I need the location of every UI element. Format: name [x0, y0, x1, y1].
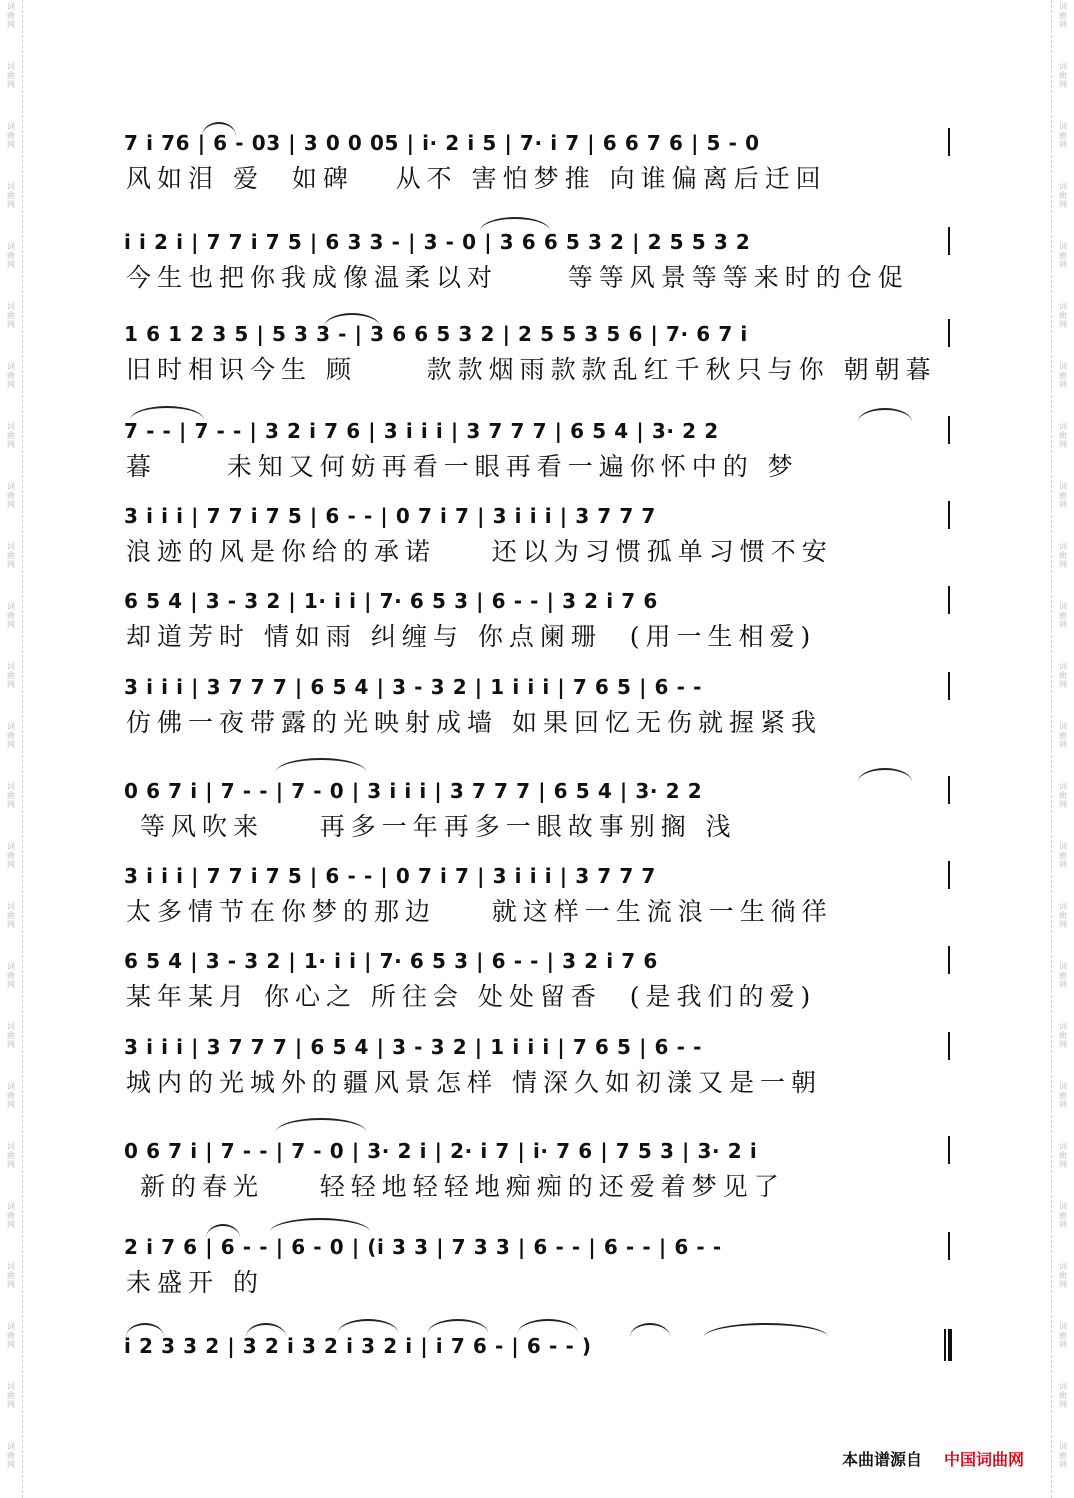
watermark-text: 词 曲 网: [1059, 2, 1067, 29]
watermark-text: 词 曲 网: [1059, 422, 1067, 449]
notation-line: 6 5 4 | 3 - 3 2 | 1· i i | 7· 6 5 3 | 6 - - | 3 2 i 7 6: [124, 589, 658, 613]
watermark-text: 词 曲 网: [1059, 122, 1067, 149]
lyrics-line: 某年某月 你心之 所往会 处处留香 (是我们的爱): [126, 982, 817, 1011]
lyrics-line: 城内的光城外的疆风景怎样 情深久如初漾又是一朝: [126, 1068, 822, 1097]
watermark-text: 词 曲 网: [1059, 722, 1067, 749]
tie-mark: [480, 217, 550, 231]
lyrics-line: 今生也把你我成像温柔以对 等等风景等等来时的仓促: [126, 263, 909, 292]
triplet-bracket: [428, 1319, 488, 1333]
left-watermark-strip: [0, 0, 23, 1498]
triplet-bracket: [518, 1319, 578, 1333]
notation-line: 6 5 4 | 3 - 3 2 | 1· i i | 7· 6 5 3 | 6 - - | 3 2 i 7 6: [124, 949, 658, 973]
watermark-text: 词 曲 网: [1059, 182, 1067, 209]
notation-line: i i 2 i | 7 7 i 7 5 | 6 3 3 - | 3 - 0 | 3 6 6 5 3 2 | 2 5 5 3 2: [124, 230, 751, 254]
watermark-text: 词 曲 网: [7, 902, 15, 929]
system-end-barline: [948, 586, 950, 614]
system-end-barline: [948, 128, 950, 156]
lyrics-line: 浪迹的风是你给的承诺 还以为习惯孤单习惯不安: [126, 537, 833, 566]
watermark-text: 词 曲 网: [1059, 662, 1067, 689]
system-end-barline: [948, 501, 950, 529]
notation-line: i 2 3 3 2 | 3 2 i 3 2 i 3 2 i | i 7 6 - | 6 - - ): [124, 1334, 592, 1358]
system-end-barline: [948, 946, 950, 974]
watermark-text: 词 曲 网: [7, 1202, 15, 1229]
tie-mark: [858, 768, 912, 782]
watermark-text: 词 曲 网: [1059, 1442, 1067, 1469]
score-sheet: [124, 0, 954, 1498]
watermark-text: 词 曲 网: [1059, 542, 1067, 569]
watermark-text: 词 曲 网: [1059, 242, 1067, 269]
slur-mark: [324, 313, 380, 327]
system-end-barline: [948, 1232, 950, 1260]
watermark-text: 词 曲 网: [7, 62, 15, 89]
watermark-text: 词 曲 网: [7, 962, 15, 989]
watermark-text: 词 曲 网: [7, 842, 15, 869]
watermark-text: 词 曲 网: [7, 602, 15, 629]
watermark-text: 词 曲 网: [1059, 1082, 1067, 1109]
tie-mark: [270, 1218, 370, 1232]
system-end-barline: [948, 776, 950, 804]
lyrics-line: [126, 1367, 956, 1397]
lyrics-line: 未盛开 的: [126, 1268, 264, 1297]
watermark-text: 词 曲 网: [7, 662, 15, 689]
triplet-bracket: [338, 1319, 398, 1333]
slur-mark: [630, 1323, 670, 1337]
notation-line: 0 6 7 i | 7 - - | 7 - 0 | 3 i i i | 3 7 7 7 | 6 5 4 | 3· 2 2: [124, 779, 703, 803]
watermark-text: 词 曲 网: [7, 122, 15, 149]
watermark-text: 词 曲 网: [7, 1442, 15, 1469]
watermark-text: 词 曲 网: [7, 362, 15, 389]
lyrics-line: 新的春光 轻轻地轻轻地痴痴的还爱着梦见了: [126, 1172, 785, 1201]
site-name-link[interactable]: 中国词曲网: [944, 1450, 1025, 1469]
watermark-text: 词 曲 网: [7, 542, 15, 569]
lyrics-line: 却道芳时 情如雨 纠缠与 你点阑珊 (用一生相爱): [126, 622, 817, 651]
watermark-text: 词 曲 网: [1059, 902, 1067, 929]
watermark-text: 词 曲 网: [1059, 962, 1067, 989]
system-end-barline: [948, 319, 950, 347]
system-end-barline: [948, 1032, 950, 1060]
notation-line: 7 i 76 | 6 - 03 | 3 0 0 05 | i· 2 i 5 | 7· i 7 | 6 6 7 6 | 5 - 0: [124, 131, 760, 155]
watermark-text: 词 曲 网: [7, 782, 15, 809]
watermark-text: 词 曲 网: [1059, 1382, 1067, 1409]
watermark-text: 词 曲 网: [7, 2, 15, 29]
watermark-text: 词 曲 网: [1059, 1202, 1067, 1229]
system-end-barline: [948, 416, 950, 444]
tie-mark: [130, 406, 204, 420]
notation-line: 1 6 1 2 3 5 | 5 3 3 - | 3 6 6 5 3 2 | 2 5 5 3 5 6 | 7· 6 7 i: [124, 322, 748, 346]
watermark-text: 词 曲 网: [1059, 362, 1067, 389]
final-double-barline: [944, 1329, 952, 1361]
tie-mark: [704, 1323, 828, 1337]
system-end-barline: [948, 672, 950, 700]
notation-line: 0 6 7 i | 7 - - | 7 - 0 | 3· 2 i | 2· i 7 | i· 7 6 | 7 5 3 | 3· 2 i: [124, 1139, 758, 1163]
notation-line: 7 - - | 7 - - | 3 2 i 7 6 | 3 i i i | 3 7 7 7 | 6 5 4 | 3· 2 2: [124, 419, 719, 443]
watermark-text: 词 曲 网: [1059, 1022, 1067, 1049]
lyrics-line: 仿佛一夜带露的光映射成墙 如果回忆无伤就握紧我: [126, 708, 822, 737]
notation-line: 3 i i i | 3 7 7 7 | 6 5 4 | 3 - 3 2 | 1 i i i | 7 6 5 | 6 - -: [124, 675, 703, 699]
lyrics-line: 旧时相识今生 顾 款款烟雨款款乱红千秋只与你 朝朝暮: [126, 355, 937, 384]
watermark-text: 词 曲 网: [1059, 62, 1067, 89]
watermark-text: 词 曲 网: [1059, 602, 1067, 629]
notation-line: 2 i 7 6 | 6 - - | 6 - 0 | (i 3 3 | 7 3 3 | 6 - - | 6 - - | 6 - -: [124, 1235, 722, 1259]
tie-mark: [276, 758, 366, 772]
source-label: 本曲谱源自: [842, 1450, 923, 1469]
slur-mark: [202, 122, 236, 136]
watermark-text: 词 曲 网: [7, 1022, 15, 1049]
watermark-text: 词 曲 网: [7, 1082, 15, 1109]
system-end-barline: [948, 1136, 950, 1164]
lyrics-line: 等风吹来 再多一年再多一眼故事别搁 浅: [126, 812, 737, 841]
slur-mark: [126, 1323, 164, 1337]
watermark-text: 词 曲 网: [7, 1262, 15, 1289]
system-end-barline: [948, 227, 950, 255]
lyrics-line: 风如泪 爱 如碑 从不 害怕梦推 向谁偏离后迁回: [126, 164, 827, 193]
system-end-barline: [948, 861, 950, 889]
watermark-text: 词 曲 网: [7, 1382, 15, 1409]
tie-mark: [858, 408, 912, 422]
watermark-text: 词 曲 网: [1059, 482, 1067, 509]
notation-line: 3 i i i | 3 7 7 7 | 6 5 4 | 3 - 3 2 | 1 i i i | 7 6 5 | 6 - -: [124, 1035, 703, 1059]
watermark-text: 词 曲 网: [1059, 1262, 1067, 1289]
watermark-text: 词 曲 网: [1059, 302, 1067, 329]
notation-line: 3 i i i | 7 7 i 7 5 | 6 - - | 0 7 i 7 | 3 i i i | 3 7 7 7: [124, 864, 656, 888]
source-credit: [842, 1448, 1024, 1472]
watermark-text: 词 曲 网: [7, 302, 15, 329]
watermark-text: 词 曲 网: [7, 1322, 15, 1349]
watermark-text: 词 曲 网: [1059, 1142, 1067, 1169]
tie-mark: [276, 1118, 366, 1132]
watermark-text: 词 曲 网: [7, 422, 15, 449]
watermark-text: 词 曲 网: [1059, 782, 1067, 809]
right-watermark-strip: [1051, 0, 1074, 1498]
watermark-text: 词 曲 网: [7, 1142, 15, 1169]
watermark-text: 词 曲 网: [7, 242, 15, 269]
watermark-text: 词 曲 网: [1059, 1322, 1067, 1349]
notation-line: 3 i i i | 7 7 i 7 5 | 6 - - | 0 7 i 7 | 3 i i i | 3 7 7 7: [124, 504, 656, 528]
watermark-text: 词 曲 网: [7, 182, 15, 209]
lyrics-line: 太多情节在你梦的那边 就这样一生流浪一生徜徉: [126, 897, 833, 926]
watermark-text: 词 曲 网: [1059, 842, 1067, 869]
watermark-text: 词 曲 网: [7, 722, 15, 749]
slur-mark: [246, 1323, 286, 1337]
lyrics-line: 暮 未知又何妨再看一眼再看一遍你怀中的 梦: [126, 452, 799, 481]
watermark-text: 词 曲 网: [7, 482, 15, 509]
slur-mark: [206, 1224, 240, 1238]
